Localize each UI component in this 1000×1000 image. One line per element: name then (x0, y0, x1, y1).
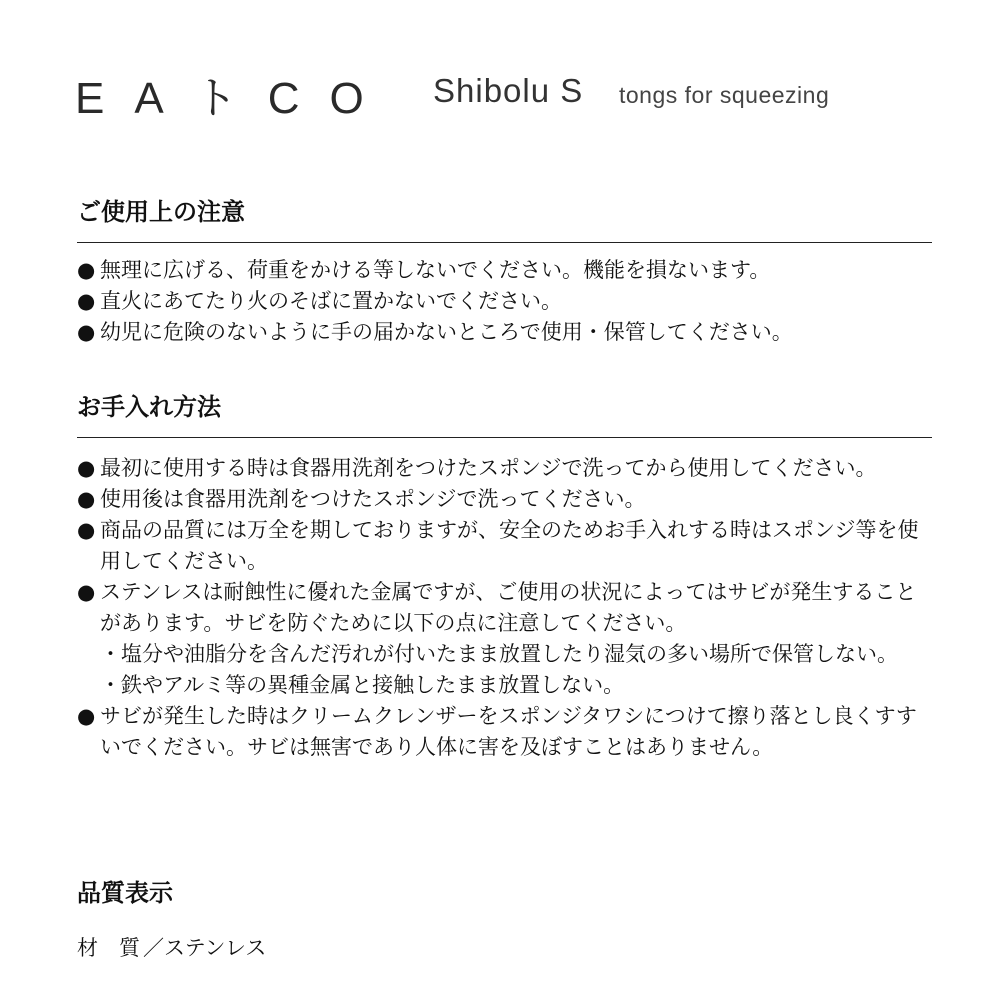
product-tagline: tongs for squeezing (619, 82, 830, 108)
quality-section (77, 877, 932, 909)
care-list-continued (77, 701, 932, 763)
bullet-icon: ● (77, 320, 96, 344)
bullet-icon: ● (77, 258, 96, 282)
caution-title: ご使用上の注意 (77, 198, 245, 226)
care-section (77, 391, 932, 763)
quality-title: 品質表示 (77, 879, 173, 907)
list-item: ● サビが発生した時はクリームクレンザーをスポンジタワシにつけて擦り落とし良くすすいでください。サビは無害であり人体に害を及ぼすことはありません。 (77, 701, 932, 763)
care-sub-list (77, 639, 932, 701)
bullet-icon: ● (77, 487, 96, 511)
bullet-icon: ● (77, 289, 96, 313)
material-label: 材 質 (77, 936, 140, 960)
sub-list-item: ・塩分や油脂分を含んだ汚れが付いたまま放置したり湿気の多い場所で保管しない。 (100, 642, 898, 666)
list-item: ● 商品の品質には万全を期しておりますが、安全のためお手入れする時はスポンジ等を使用してください。 (77, 515, 932, 577)
bullet-icon: ● (77, 518, 96, 542)
list-item: ● 直火にあてたり火のそばに置かないでください。 (77, 286, 932, 317)
material-value: ／ステンレス (143, 936, 267, 960)
list-item: ● ステンレスは耐蝕性に優れた金属ですが、ご使用の状況によってはサビが発生することがあります。サビを防ぐために以下の点に注意してください。 (77, 577, 932, 639)
list-item: ● 最初に使用する時は食器用洗剤をつけたスポンジで洗ってから使用してください。 (77, 453, 932, 484)
care-divider (77, 437, 932, 438)
caution-divider (77, 242, 932, 243)
caution-list (77, 255, 932, 348)
list-item: ● 幼児に危険のないように手の届かないところで使用・保管してください。 (77, 317, 932, 348)
care-title: お手入れ方法 (77, 393, 221, 421)
bullet-icon: ● (77, 704, 96, 728)
bullet-icon: ● (77, 580, 96, 604)
brand-logo: EAトCO (75, 74, 394, 123)
product-name: Shibolu S (433, 72, 584, 109)
sub-list-item: ・鉄やアルミ等の異種金属と接触したまま放置しない。 (100, 673, 625, 697)
list-item: ● 無理に広げる、荷重をかける等しないでください。機能を損ないます。 (77, 255, 932, 286)
list-item: ● 使用後は食器用洗剤をつけたスポンジで洗ってください。 (77, 484, 932, 515)
caution-section (77, 196, 932, 348)
bullet-icon: ● (77, 456, 96, 480)
material-spec (77, 932, 266, 962)
care-list (77, 453, 932, 639)
